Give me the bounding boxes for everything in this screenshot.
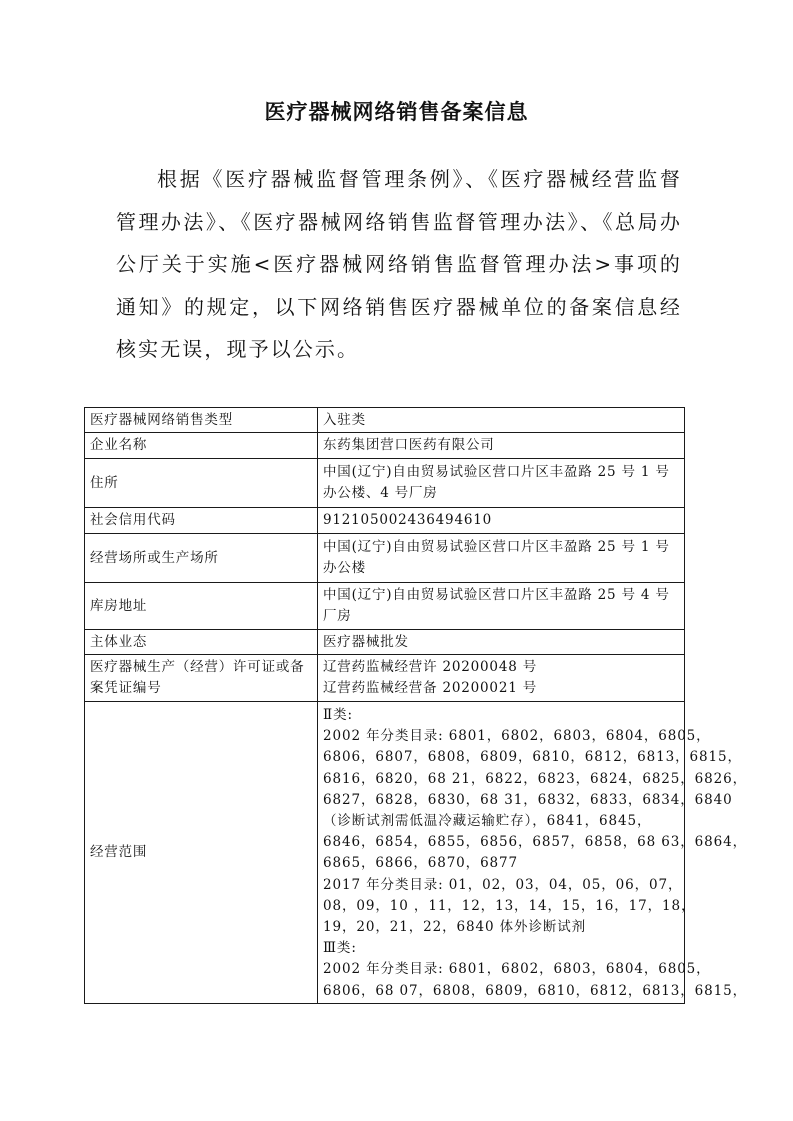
scope-line: 6846，6854，6855，6856，6857，6858，68 63，6864，: [323, 834, 748, 851]
row-label: 库房地址: [85, 583, 318, 630]
scope-line: 2002 年分类目录: 6801，6802，6803，6804，6805，: [323, 961, 711, 978]
row-value: 中国(辽宁)自由贸易试验区营口片区丰盈路 25 号 1 号办公楼: [318, 534, 685, 583]
row-label: 社会信用代码: [85, 508, 318, 534]
row-value: 中国(辽宁)自由贸易试验区营口片区丰盈路 25 号 1 号办公楼、4 号厂房: [318, 459, 685, 508]
row-value: 入驻类: [318, 408, 685, 433]
table-row-business-form: [85, 630, 685, 655]
row-label: 经营场所或生产场所: [85, 534, 318, 583]
row-value: [318, 702, 748, 1004]
table-row-business-scope: [85, 702, 685, 1004]
row-label: 医疗器械网络销售类型: [85, 408, 318, 433]
table-row-credit-code: [85, 508, 685, 534]
scope-line: （诊断试剂需低温冷藏运输贮存），6841，6845，: [323, 813, 652, 830]
row-value: 中国(辽宁)自由贸易试验区营口片区丰盈路 25 号 4 号厂房: [318, 583, 685, 630]
table-row-warehouse-address: [85, 583, 685, 630]
scope-line: 6806，68 07，6808，6809，6810，6812，6813，6815，: [323, 982, 748, 999]
row-label: 住所: [85, 459, 318, 508]
row-value: 医疗器械批发: [318, 630, 685, 655]
scope-line: 2017 年分类目录: 01，02，03，04，05，06，07，: [323, 876, 683, 893]
document-title: 医疗器械网络销售备案信息: [264, 100, 529, 124]
license-line: 辽营药监械经营许 20200048 号: [323, 659, 537, 675]
license-line: 辽营药监械经营备 20200021 号: [323, 680, 537, 696]
scope-line: Ⅱ类:: [323, 707, 353, 723]
scope-line: 6865，6866，6870，6877: [323, 855, 519, 872]
row-value: 912105002436494610: [318, 508, 685, 534]
scope-line: 08，09，10 ，11，12，13，14，15，16，17，18，: [323, 897, 696, 914]
table-row-sales-type: [85, 408, 685, 433]
scope-line: Ⅲ类:: [323, 940, 357, 957]
row-value: [318, 655, 685, 702]
scope-line: 6806，6807，6808，6809，6810，6812，6813，6815，: [323, 749, 742, 766]
filing-info-table: [84, 407, 748, 1004]
scope-line: 6827，6828，6830，68 31，6832，6833，6834，6840: [323, 791, 733, 808]
row-label: 主体业态: [85, 630, 318, 655]
table-row-license-number: [85, 655, 685, 702]
intro-paragraph: 根据《医疗器械监督管理条例》、《医疗器械经营监督管理办法》、《医疗器械网络销售监督管理办法》、《总局办公厅关于实施<医疗器械网络销售监督管理办法>事项的通知》的规定，以下网络销售医疗器械单位的备案信息经核实无误，现予以公示。: [116, 167, 682, 361]
row-label: 经营范围: [85, 702, 318, 1004]
table-row-domicile: [85, 459, 685, 508]
scope-line: 6816，6820，68 21，6822，6823，6824，6825，6826，: [323, 770, 748, 787]
row-label: 企业名称: [85, 433, 318, 459]
scope-line: 19，20，21，22，6840 体外诊断试剂: [323, 919, 587, 936]
table-row-company-name: [85, 433, 685, 459]
row-label: 医疗器械生产（经营）许可证或备案凭证编号: [85, 655, 318, 702]
row-value: 东药集团营口医药有限公司: [318, 433, 685, 459]
scope-line: 2002 年分类目录: 6801，6802，6803，6804，6805，: [323, 728, 711, 745]
table-row-business-site: [85, 534, 685, 583]
